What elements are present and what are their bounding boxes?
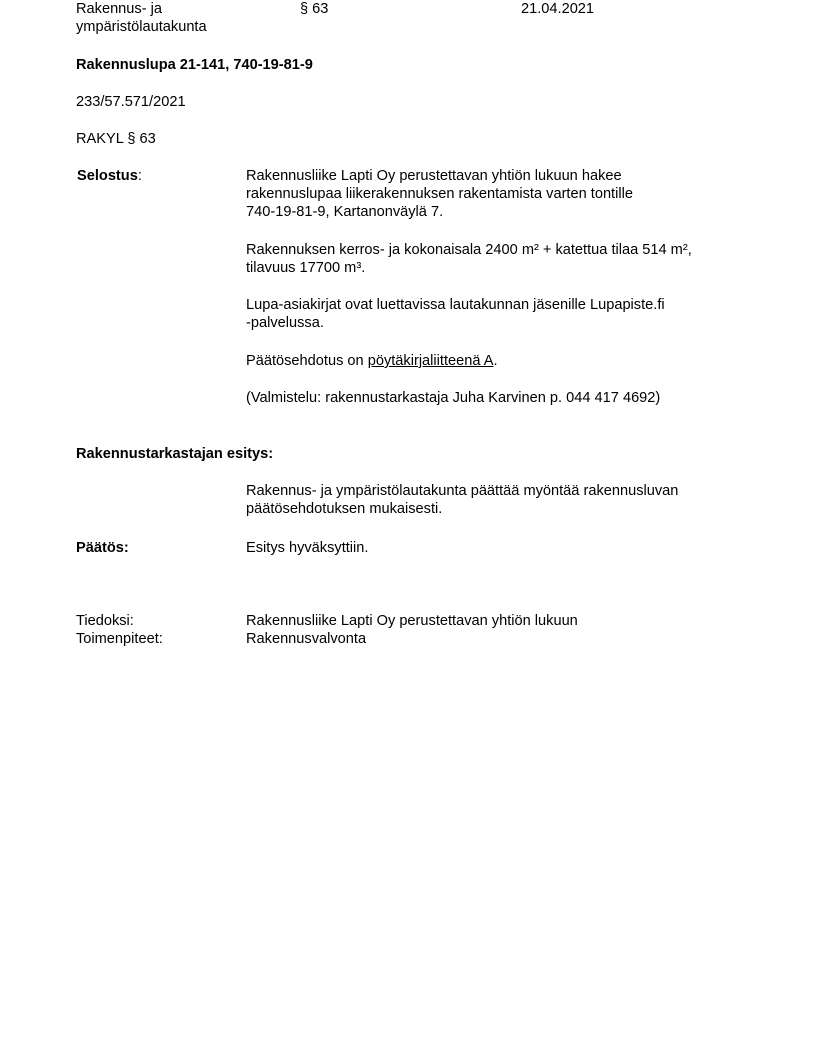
attachment-link[interactable]: pöytäkirjaliitteenä A (367, 353, 494, 369)
committee-name (76, 0, 207, 36)
selostus-colon: : (137, 168, 142, 184)
selostus-paragraph-3 (246, 296, 746, 332)
text-line: Rakennus- ja ympäristölautakunta päättää myöntää rakennusluvan (246, 483, 679, 499)
committee-name-line1: Rakennus- ja (76, 1, 162, 17)
preparer-info: (Valmistelu: rakennustarkastaja Juha Karvinen p. 044 417 4692) (246, 390, 661, 406)
selostus-paragraph-2 (246, 241, 746, 277)
paatos-heading: Päätös: (76, 540, 129, 556)
selostus-paragraph-4 (246, 352, 746, 370)
text-line: rakennuslupaa liikerakennuksen rakentamista varten tontille (246, 186, 633, 202)
text-line: 740-19-81-9, Kartanonväylä 7. (246, 204, 444, 220)
selostus-label: Selostus (77, 168, 138, 184)
meeting-date: 21.04.2021 (521, 1, 595, 17)
paatos-text: Esitys hyväksyttiin. (246, 540, 369, 556)
selostus-heading (77, 167, 142, 185)
tiedoksi-label: Tiedoksi: (76, 613, 134, 629)
selostus-paragraph-1 (246, 167, 746, 221)
toimenpiteet-label: Toimenpiteet: (76, 631, 163, 647)
document-title: Rakennuslupa 21-141, 740-19-81-9 (76, 57, 313, 73)
text-line: Lupa-asiakirjat ovat luettavissa lautakunnan jäsenille Lupapiste.fi (246, 297, 665, 313)
text-prefix: Päätösehdotus on (246, 353, 368, 369)
section-number: § 63 (300, 1, 329, 17)
committee-name-line2: ympäristölautakunta (76, 19, 207, 35)
text-line: Rakennuksen kerros- ja kokonaisala 2400 m² + katettua tilaa 514 m², (246, 242, 692, 258)
text-line: Rakennusliike Lapti Oy perustettavan yhtiön lukuun hakee (246, 168, 622, 184)
diary-number: 233/57.571/2021 (76, 94, 186, 110)
section-reference: RAKYL § 63 (76, 131, 156, 147)
tiedoksi-value: Rakennusliike Lapti Oy perustettavan yhtiön lukuun (246, 613, 578, 629)
text-line: tilavuus 17700 m³. (246, 260, 366, 276)
text-suffix: . (493, 353, 498, 369)
esitys-text (246, 482, 746, 518)
text-line: päätösehdotuksen mukaisesti. (246, 501, 443, 517)
text-line: -palvelussa. (246, 315, 324, 331)
selostus-paragraph-5 (246, 389, 746, 407)
esitys-heading: Rakennustarkastajan esitys: (76, 446, 274, 462)
toimenpiteet-value: Rakennusvalvonta (246, 631, 367, 647)
